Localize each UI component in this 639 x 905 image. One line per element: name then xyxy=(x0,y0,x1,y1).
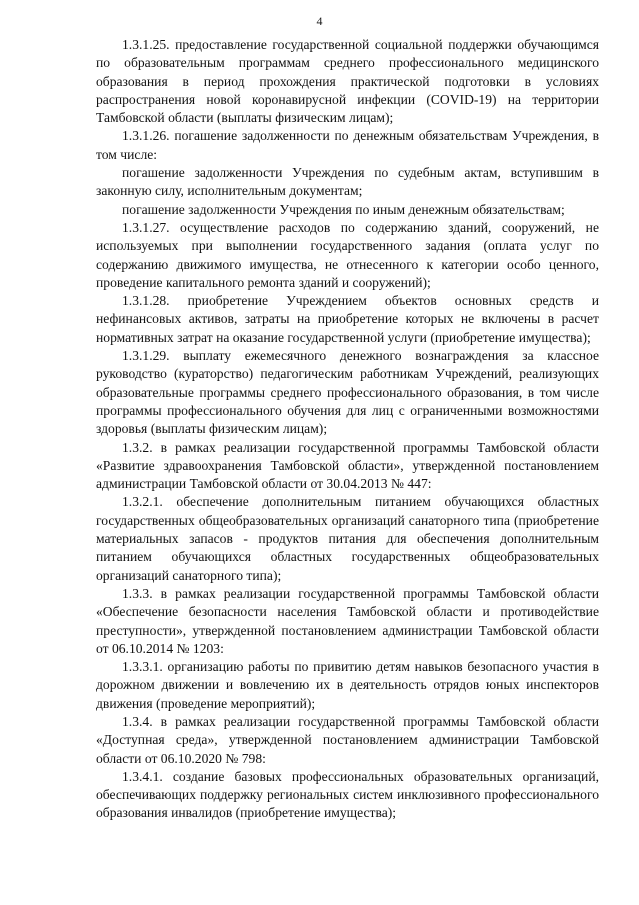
paragraph-1-3-1-29: 1.3.1.29. выплату ежемесячного денежного вознаграждения за классное руководство (кураторство) педагогическим работникам Учреждений, реализующих образовательные программы среднего профессионального образования, в том числе программы профессионального обучения для лиц с ограниченными возможностями здоровья (выплаты физическим лицам); xyxy=(96,348,599,437)
page-number: 4 xyxy=(316,14,323,28)
paragraph-1-3-1-28: 1.3.1.28. приобретение Учреждением объектов основных средств и нефинансовых активов, затраты на приобретение которых не включены в расчет нормативных затрат на оказание государственной услуги (приобретение имущества); xyxy=(96,293,599,345)
paragraph-1-3-4-1: 1.3.4.1. создание базовых профессиональных образовательных организаций, обеспечивающих поддержку региональных систем инклюзивного профессионального образования инвалидов (приобретение имущества); xyxy=(96,768,599,821)
paragraph-1-3-3: 1.3.3. в рамках реализации государственной программы Тамбовской области «Обеспечение безопасности населения Тамбовской области и противодействие преступности», утвержденной постановлением администрации Тамбовской области от 06.10.2014 № 1203: xyxy=(96,585,599,656)
document-body xyxy=(96,36,599,823)
paragraph-1-3-2-1: 1.3.2.1. обеспечение дополнительным питанием обучающихся областных государственных общеобразовательных организаций санаторного типа (приобретение материальных запасов - продуктов питания для обеспечения дополнительным питанием обучающихся областных государственных общеобразовательных организаций санаторного типа); xyxy=(96,494,599,583)
paragraph-court-debt: погашение задолженности Учреждения по судебным актам, вступившим в законную силу, исполнительным документам; xyxy=(96,165,599,199)
paragraph-1-3-3-1: 1.3.3.1. организацию работы по привитию детям навыков безопасного участия в дорожном движении и вовлечению их в деятельность отрядов юных инспекторов движения (проведение мероприятий); xyxy=(96,659,599,711)
paragraph-other-debt: погашение задолженности Учреждения по иным денежным обязательствам; xyxy=(122,201,565,217)
paragraph-1-3-4: 1.3.4. в рамках реализации государственной программы Тамбовской области «Доступная среда», утвержденной постановлением администрации Тамбовской области от 06.10.2020 № 798: xyxy=(96,713,599,766)
paragraph-1-3-1-26: 1.3.1.26. погашение задолженности по денежным обязательствам Учреждения, в том числе: xyxy=(96,128,599,162)
paragraph-1-3-2: 1.3.2. в рамках реализации государственной программы Тамбовской области «Развитие здравоохранения Тамбовской области», утвержденной постановлением администрации Тамбовской области от 30.04.2013 № 447: xyxy=(96,439,599,492)
paragraph-1-3-1-27: 1.3.1.27. осуществление расходов по содержанию зданий, сооружений, не используемых при выполнении государственного задания (оплата услуг по содержанию движимого имущества, не отнесенного к категории особо ценного, проведение капитального ремонта зданий и сооружений); xyxy=(96,219,599,290)
paragraph-1-3-1-25: 1.3.1.25. предоставление государственной социальной поддержки обучающимся по образовательным программам среднего профессионального медицинского образования в период прохождения практической подготовки в условиях распространения новой коронавирусной инфекции (COVID-19) на территории Тамбовской области (выплаты физическим лицам); xyxy=(96,37,599,126)
